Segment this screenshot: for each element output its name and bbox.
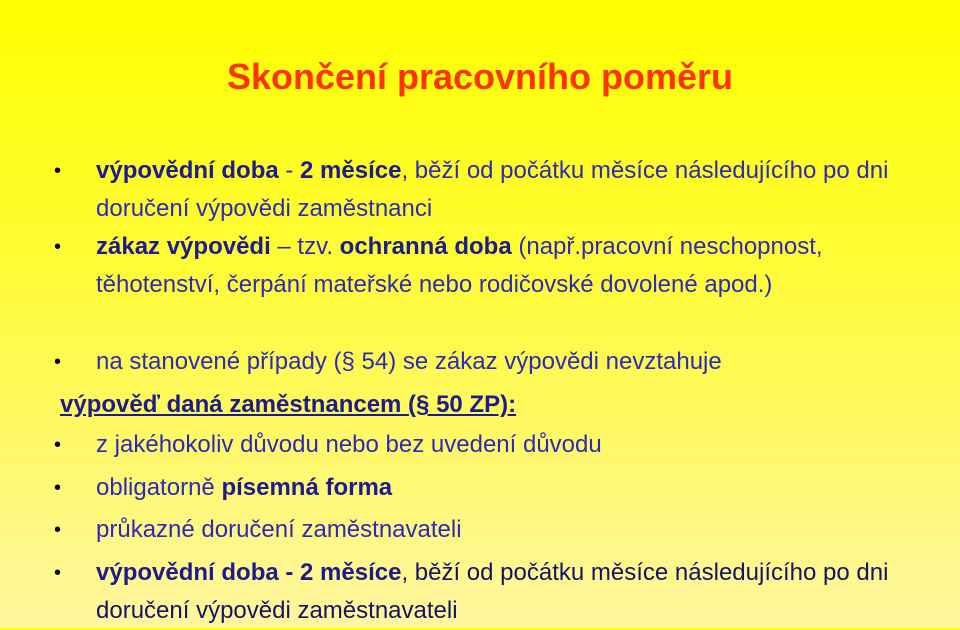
text: obligatorně xyxy=(96,474,222,501)
term: výpovědní doba - 2 měsíce xyxy=(96,559,402,586)
list-item xyxy=(54,511,936,549)
list-item xyxy=(54,469,936,507)
section-heading: výpověď daná zaměstnancem (§ 50 ZP): xyxy=(60,391,517,418)
text: – tzv. xyxy=(270,233,340,260)
term: zákaz výpovědi xyxy=(96,233,271,260)
bullet-icon: • xyxy=(54,434,62,456)
list-item xyxy=(54,152,936,228)
text: průkazné doručení zaměstnavateli xyxy=(96,516,462,543)
term: 2 měsíce xyxy=(300,157,402,184)
bullet-icon: • xyxy=(54,519,62,541)
text: (např.pracovní neschopnost, těhotenství, čerpání mateřské nebo rodičovské dovolené apod.) xyxy=(96,233,823,298)
bullet-icon: • xyxy=(54,351,62,373)
list-item xyxy=(54,343,936,381)
text: na stanovené případy (§ 54) se zákaz výpovědi nevztahuje xyxy=(96,348,722,375)
bullet-icon: • xyxy=(54,562,62,584)
bullet-icon: • xyxy=(54,477,62,499)
text: , běží od počátku měsíce následujícího po dni doručení výpovědi zaměstnanci xyxy=(96,157,889,222)
text: , běží od počátku měsíce následujícího po dni doručení výpovědi zaměstnavateli xyxy=(96,559,889,624)
term: výpovědní doba xyxy=(96,157,279,184)
term: písemná forma xyxy=(221,474,393,501)
term: ochranná doba xyxy=(339,233,512,260)
slide-title: Skončení pracovního poměru xyxy=(226,56,734,97)
bullet-icon: • xyxy=(54,160,62,182)
list-item xyxy=(54,228,936,304)
list-item xyxy=(54,554,936,630)
list-item xyxy=(54,426,936,464)
text: - xyxy=(278,157,301,184)
bullet-icon: • xyxy=(54,236,62,258)
text: z jakéhokoliv důvodu nebo bez uvedení důvodu xyxy=(96,431,602,458)
